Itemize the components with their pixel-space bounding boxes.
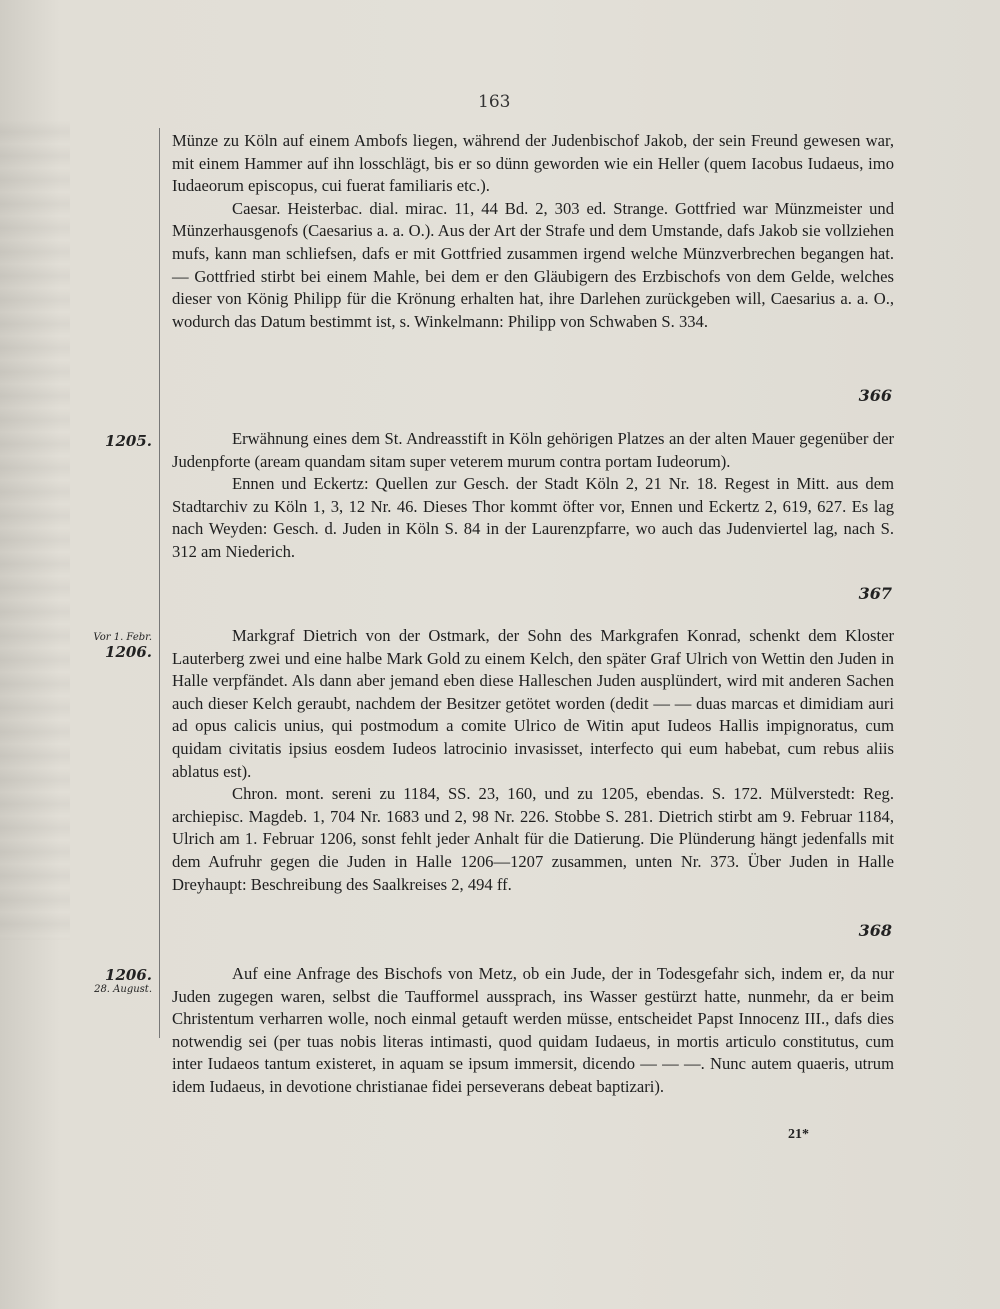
entry-367-paragraph-2: Ennen und Eckertz: Quellen zur Gesch. der Stadt Köln 2, 21 Nr. 18. Regest in Mitt. aus dem Stadtarchiv zu Köln 1, 3, 12 Nr. 46. Dieses Thor kommt öfter vor, Ennen und Eckertz 2, 619, 627. Es lag nach Weyden: Gesch. d. Juden in Köln S. 84 in der Laurenzpfarre, wo auch das Judenviertel lag, nach S. 312 am Niederich. xyxy=(172,474,894,561)
bleed-through-shadow xyxy=(0,120,70,940)
entry-368-paragraph-1: Markgraf Dietrich von der Ostmark, der Sohn des Markgrafen Konrad, schenkt dem Kloster Lauterberg zwei und eine halbe Mark Gold zu einem Kelch, den später Graf Ulrich von Wettin den Juden in Halle verpfändet. Als dann aber jemand eben diese Halleschen Juden ausplündert, wird mit anderen Sachen auch dieser Kelch geraubt, nachdem der Besitzer getötet worden (dedit — — duas marcas et dimidiam auri ad opus calicis unius, qui postmodum a comite Ulrico de Witin aput Iudeos Hallis impignoratus, cum quidam civitatis ipsius eosdem Iudeos latrocinio invasisset, interfecto qui eum habebat, cum rebus aliis ablatus est). xyxy=(172,626,894,781)
margin-date-year: 1205. xyxy=(105,432,152,450)
entry-366-text xyxy=(172,130,894,333)
entry-366-paragraph-2: Caesar. Heisterbac. dial. mirac. 11, 44 Bd. 2, 303 ed. Strange. Gottfried war Münzmeister und Münzerhausgenofs (Caesarius a. a. O.). Aus der Art der Strafe und dem Umstande, dafs Jakob sie vollziehen mufs, kann man schliefsen, dafs er mit Gottfried zusammen irgend welche Münzverbrechen begangen hat. — Gottfried stirbt bei einem Mahle, bei dem er den Gläubigern des Erzbischofs von dem Gelde, welches dieser von König Philipp für die Krönung erhalten hat, ihre Darlehen zurückgeben will, Caesarius a. a. O., wodurch das Datum bestimmt ist, s. Winkelmann: Philipp von Schwaben S. 334. xyxy=(172,198,894,331)
margin-date-suffix: 28. August. xyxy=(94,984,152,995)
margin-date-year: 1206. xyxy=(105,966,152,984)
page-number: 163 xyxy=(478,92,511,112)
margin-date-vor-1-febr-1206 xyxy=(82,632,152,661)
entry-369-paragraph-1: Auf eine Anfrage des Bischofs von Metz, ob ein Jude, der in Todesgefahr sich, indem er, da nur Juden zugegen waren, selbst die Taufformel aussprach, ins Wasser gestürzt hatte, nunmehr, da er beim Christentum verharren wolle, noch einmal getauft werden müsse, entscheidet Papst Innocenz III., dafs dies notwendig sei (per tuas nobis literas intimasti, quod quidam Iudaeus, in mortis articulo constitutus, cum inter Iudaeos tantum existeret, in aquam se ipsum immersit, dicendo — — —. Nunc autem quaeris, utrum idem Iudaeus, in devotione christianae fidei perseverans debeat baptizari). xyxy=(172,964,894,1096)
margin-date-year: 1206. xyxy=(105,643,152,661)
entry-367-text xyxy=(172,428,894,564)
entry-number-367: 367 xyxy=(858,584,892,603)
entry-368-paragraph-2: Chron. mont. sereni zu 1184, SS. 23, 160, und zu 1205, ebendas. S. 172. Mülverstedt: Reg. archiepisc. Magdeb. 1, 704 Nr. 1683 und 2, 98 Nr. 226. Stobbe S. 281. Dietrich stirbt am 9. Februar 1184, Ulrich am 1. Februar 1206, sonst fehlt jeder Anhalt für die Datierung. Die Plünderung hängt jedenfalls mit dem Aufruhr gegen die Juden in Halle 1206—1207 zusammen, unten Nr. 373. Über Juden in Halle Dreyhaupt: Beschreibung des Saalkreises 2, 494 ff. xyxy=(172,784,894,894)
margin-date-1206-28-august xyxy=(82,966,152,995)
entry-number-368: 368 xyxy=(858,921,892,940)
margin-date-prefix: Vor 1. Febr. xyxy=(93,632,152,643)
signature-mark: 21* xyxy=(788,1127,809,1142)
entry-366-paragraph-1: Münze zu Köln auf einem Ambofs liegen, während der Judenbischof Jakob, der sein Freund gewesen war, mit einem Hammer auf ihn losschlägt, bis er so dünn geworden wie ein Heller (quem Iacobus Iudaeus, imo Iudaeorum episcopus, cui fuerat familiaris etc.). xyxy=(172,131,894,196)
entry-367-paragraph-1: Erwähnung eines dem St. Andreasstift in Köln gehörigen Platzes an der alten Mauer gegenüber der Judenpforte (aream quandam sitam super veterem murum contra portam Iudeorum). xyxy=(172,429,894,471)
entry-number-366: 366 xyxy=(858,386,892,405)
entry-369-text xyxy=(172,963,894,1099)
margin-rule xyxy=(159,128,160,1038)
entry-368-text xyxy=(172,625,894,896)
margin-date-1205 xyxy=(82,432,152,450)
